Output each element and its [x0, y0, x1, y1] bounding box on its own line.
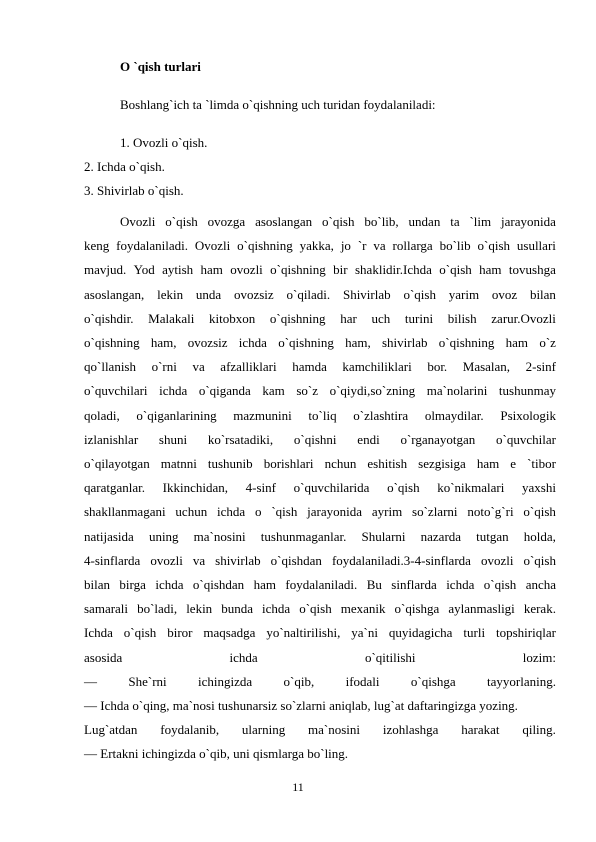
- word: natijasida: [84, 528, 134, 544]
- word: asoslangan,: [84, 286, 145, 302]
- word: o`qish: [523, 552, 556, 568]
- paragraph-line: [84, 673, 556, 690]
- word: o`qiydi,so`zning: [329, 383, 416, 399]
- word: keng: [84, 238, 110, 254]
- word: jarayonida: [307, 504, 363, 520]
- word: foydalanib,: [160, 722, 220, 738]
- word: ularning: [241, 722, 286, 738]
- word: ham: [479, 262, 502, 278]
- word: mexanik: [340, 601, 386, 617]
- paragraph-line: [84, 479, 556, 496]
- word: 4-sinf: [245, 480, 276, 496]
- word: bo`ladi,: [137, 601, 178, 617]
- word: Bu: [366, 577, 382, 592]
- word: o: [255, 504, 262, 520]
- word: o`qish: [299, 601, 332, 617]
- word: lekin: [186, 601, 213, 617]
- word: so`z: [296, 383, 318, 399]
- word: o`qishdan: [270, 552, 322, 568]
- word: matnni: [160, 456, 197, 471]
- word: undan: [408, 214, 441, 229]
- word: tutgan: [476, 528, 509, 544]
- word: izlanishlar: [84, 431, 139, 447]
- paragraph-line: [84, 721, 556, 738]
- word: o`qish: [387, 480, 420, 496]
- word: bo`lib: [439, 238, 471, 254]
- word: mazmunini: [233, 407, 292, 423]
- word: maqsadga: [203, 625, 256, 641]
- word: ovoz: [491, 286, 518, 302]
- word: qo`llanish: [84, 359, 136, 375]
- word: izohlashga: [382, 722, 439, 738]
- word: jo: [340, 238, 351, 254]
- word: Psixologik: [500, 407, 556, 423]
- word: bo`lib,: [364, 214, 399, 229]
- word: o`quvchilar: [496, 431, 556, 447]
- word: Shivirlab: [342, 286, 391, 302]
- word: ham: [253, 577, 276, 592]
- word: o`qish: [483, 577, 517, 592]
- word: nazarda: [420, 528, 462, 544]
- paragraph-line: [84, 334, 556, 351]
- word: ichingizda: [198, 673, 253, 689]
- word: ovozga: [207, 214, 246, 229]
- word: ichda: [262, 601, 291, 617]
- word: o`zlashtira: [353, 407, 409, 423]
- paragraph-line: [84, 261, 556, 278]
- word: va: [192, 359, 205, 375]
- word: ma`nosini: [308, 722, 361, 738]
- word: Ovozli: [194, 238, 231, 254]
- word: shivirlab: [382, 335, 428, 350]
- word: endi: [357, 431, 380, 447]
- word: usullari: [516, 238, 556, 254]
- word: Ichda: [84, 625, 113, 641]
- word: noto`g`ri: [467, 504, 514, 520]
- word: o`qish: [439, 262, 472, 278]
- section-heading: O `qish turlari: [120, 59, 201, 74]
- word: o`qish: [403, 286, 436, 302]
- word: bor.: [427, 359, 448, 375]
- word: topshiriqlar: [495, 625, 556, 641]
- word: lozim:: [522, 649, 556, 665]
- word: foydalaniladi.3-4-sinflarda: [331, 552, 471, 568]
- word: afzalliklari: [220, 359, 277, 375]
- word: o`qishning: [278, 335, 334, 350]
- word: eshitish: [367, 456, 408, 471]
- paragraph-line: — Ichda o`qing, ma`nosi tushunarsiz so`zlarni aniqlab, lug`at daftaringizga yozing.: [84, 698, 518, 713]
- paragraph-line: [84, 552, 556, 569]
- word: She`rni: [128, 673, 167, 689]
- word: o`qishning: [438, 335, 495, 350]
- word: borishlari: [263, 456, 314, 471]
- word: 2-sinf: [525, 359, 556, 375]
- word: o`qish: [321, 214, 355, 229]
- word: o`qishning: [84, 335, 140, 350]
- word: ovozsiz: [233, 286, 274, 302]
- list-item: 3. Shivirlab o`qish.: [84, 183, 184, 198]
- word: tushunmay: [498, 383, 556, 399]
- word: o`qish: [523, 504, 556, 520]
- word: harakat: [461, 722, 500, 738]
- word: olmaydilar.: [424, 407, 484, 423]
- word: turini: [404, 310, 434, 326]
- paragraph-line: [120, 213, 556, 230]
- word: ovozsiz: [187, 335, 228, 350]
- word: aylanmasligi: [448, 601, 515, 617]
- word: ham: [476, 456, 500, 471]
- list-item: 1. Ovozli o`qish.: [120, 135, 208, 150]
- word: e: [510, 456, 517, 471]
- word: Yod: [133, 262, 155, 278]
- word: aytish: [162, 262, 194, 278]
- paragraph-line: [84, 431, 556, 448]
- word: Ovozli: [120, 214, 156, 229]
- word: ichda: [155, 577, 184, 592]
- word: foydalaniladi.: [285, 577, 358, 592]
- paragraph-line: [84, 503, 556, 520]
- paragraph-line: [84, 237, 556, 254]
- word: bir: [333, 262, 348, 278]
- word: o`rganayotgan: [400, 431, 476, 447]
- word: bilish: [447, 310, 477, 326]
- word: quyidagicha: [388, 625, 453, 641]
- word: jarayonida: [501, 214, 556, 229]
- word: sezgisiga: [418, 456, 466, 471]
- word: `tibor: [527, 456, 556, 471]
- list-item: 2. Ichda o`qish.: [84, 159, 165, 174]
- word: Malakali: [148, 310, 195, 326]
- word: o`qish: [477, 238, 511, 254]
- word: o`qishga: [394, 601, 440, 617]
- word: uchun: [175, 504, 208, 520]
- word: ichda: [238, 335, 267, 350]
- word: kitobxon: [209, 310, 256, 326]
- word: yaxshi: [522, 480, 556, 496]
- word: yarim: [448, 286, 480, 302]
- paragraph-line: [84, 286, 556, 303]
- word: ayrim: [371, 504, 403, 520]
- word: ham: [505, 335, 529, 350]
- word: ham,: [150, 335, 177, 350]
- word: o`qiladi.: [286, 286, 331, 302]
- word: va: [192, 552, 206, 568]
- word: o`qish: [123, 625, 157, 641]
- word: ovozli: [480, 552, 514, 568]
- word: o`quvchilari: [84, 383, 148, 399]
- word: kam: [262, 383, 285, 399]
- word: ichda: [446, 577, 475, 592]
- word: shakllanmagani: [84, 504, 166, 520]
- word: tovushga: [508, 262, 556, 278]
- word: Masalan,: [462, 359, 511, 375]
- word: ma`nosini: [193, 528, 246, 544]
- word: Shularni: [361, 528, 406, 544]
- word: o`qiganlarining: [136, 407, 217, 423]
- paragraph-line: [84, 407, 556, 424]
- word: o`qishni: [293, 431, 337, 447]
- word: shaklidir.Ichda: [355, 262, 432, 278]
- word: o`quvchilarida: [293, 480, 370, 496]
- word: qaratganlar.: [84, 480, 145, 496]
- paragraph-line: [84, 382, 556, 399]
- paragraph-line: [84, 649, 556, 666]
- word: ancha: [525, 577, 556, 592]
- word: hamda: [292, 359, 327, 375]
- word: lekin: [157, 286, 184, 302]
- word: biror: [167, 625, 193, 641]
- word: shuni: [158, 431, 188, 447]
- word: o`rni: [151, 359, 177, 375]
- word: foydalaniladi.: [116, 238, 188, 254]
- word: o`qishning: [269, 310, 326, 326]
- word: ovozli: [150, 552, 183, 568]
- word: ko`nikmalari: [437, 480, 505, 496]
- word: yakka,: [299, 238, 334, 254]
- word: va: [373, 238, 386, 254]
- word: o`qishga: [410, 673, 456, 689]
- word: ta: [450, 214, 460, 229]
- word: ichda: [217, 504, 246, 520]
- word: `r: [357, 238, 367, 254]
- word: zarur.Ovozli: [491, 310, 556, 326]
- word: kerak.: [523, 601, 556, 617]
- word: holda,: [523, 528, 556, 544]
- word: ichda: [159, 383, 188, 399]
- word: o`qilayotgan: [84, 456, 150, 471]
- word: o`qiganda: [198, 383, 251, 399]
- word: —: [84, 673, 97, 689]
- paragraph-line: [84, 310, 556, 327]
- paragraph-line: [84, 528, 556, 545]
- word: o`qishning: [237, 238, 293, 254]
- word: har: [340, 310, 357, 326]
- word: tushunmaganlar.: [260, 528, 347, 544]
- word: tayyorlaning.: [487, 673, 556, 689]
- word: nchun: [324, 456, 357, 471]
- word: ko`rsatadiki,: [207, 431, 274, 447]
- word: qoladi,: [84, 407, 120, 423]
- word: unda: [195, 286, 222, 302]
- word: qiling.: [522, 722, 556, 738]
- word: ma`nolarini: [426, 383, 488, 399]
- word: Lug`atdan: [84, 722, 138, 738]
- word: 4-sinflarda: [84, 552, 141, 568]
- word: birga: [119, 577, 146, 592]
- word: ham: [200, 262, 223, 278]
- word: o`z: [539, 335, 556, 350]
- word: `lim: [469, 214, 492, 229]
- word: o`qishning: [270, 262, 326, 278]
- word: uch: [371, 310, 391, 326]
- word: tushunib: [207, 456, 253, 471]
- word: ham,: [345, 335, 371, 350]
- word: samarali: [84, 601, 129, 617]
- intro-sentence: Boshlang`ich ta `limda o`qishning uch turidan foydalaniladi:: [120, 97, 436, 112]
- word: yo`naltirilishi,: [266, 625, 341, 641]
- paragraph-line: [84, 624, 556, 641]
- word: sinflarda: [391, 577, 437, 592]
- word: to`liq: [308, 407, 337, 423]
- word: so`zlarni: [412, 504, 458, 520]
- word: Ikkinchidan,: [162, 480, 228, 496]
- word: ichda: [229, 649, 258, 665]
- word: asoslangan: [255, 214, 313, 229]
- word: turli: [463, 625, 486, 641]
- word: o`qishdir.: [84, 310, 134, 326]
- word: rollarga: [392, 238, 433, 254]
- word: shivirlab: [215, 552, 261, 568]
- word: mavjud.: [84, 262, 127, 278]
- paragraph-line: [84, 455, 556, 472]
- word: bilan: [529, 286, 556, 302]
- word: ya`ni: [351, 625, 378, 641]
- word: bilan: [84, 577, 110, 592]
- paragraph-line: [84, 576, 556, 593]
- word: bunda: [221, 601, 253, 617]
- word: uning: [148, 528, 179, 544]
- word: o`qishdan: [192, 577, 245, 592]
- word: `qish: [271, 504, 298, 520]
- word: ovozli: [230, 262, 263, 278]
- word: kamchiliklari: [342, 359, 412, 375]
- paragraph-line: [84, 358, 556, 375]
- word: o`qib,: [283, 673, 315, 689]
- paragraph-line: [84, 600, 556, 617]
- paragraph-line: — Ertakni ichingizda o`qib, uni qismlarga bo`ling.: [84, 746, 349, 762]
- page-number: 11: [292, 780, 304, 794]
- word: asosida: [84, 649, 123, 665]
- word: o`qish: [165, 214, 198, 229]
- word: o`qitilishi: [364, 649, 416, 665]
- word: ifodali: [345, 673, 380, 689]
